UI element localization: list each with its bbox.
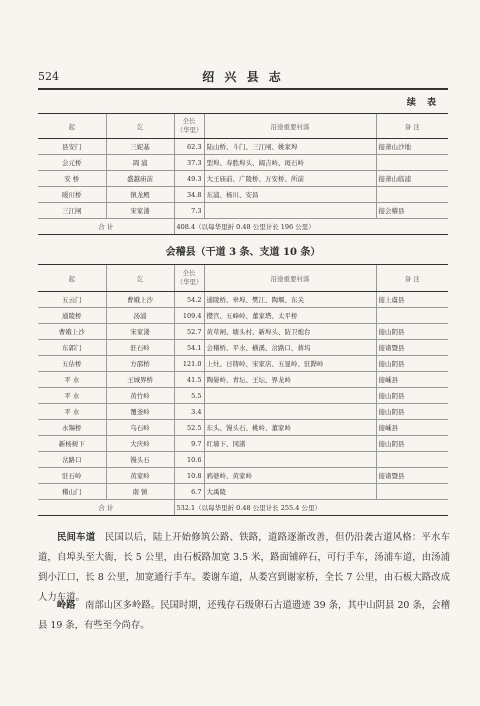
cell-villages: 攒宫、五峰岭、董家塔、太平桥 bbox=[204, 308, 376, 324]
cell-notes bbox=[376, 155, 448, 171]
cell-start: 县安门 bbox=[38, 139, 106, 155]
cell-length: 109.4 bbox=[174, 308, 204, 324]
road-table-kuaiji bbox=[38, 264, 448, 516]
cell-length: 10.8 bbox=[174, 468, 204, 484]
cell-end: 黄竹岭 bbox=[106, 388, 174, 404]
cell-start: 新杨树下 bbox=[38, 436, 106, 452]
cell-length: 54.2 bbox=[174, 292, 204, 308]
cell-end: 汤浦 bbox=[106, 308, 174, 324]
cell-length: 41.5 bbox=[174, 372, 204, 388]
table-row bbox=[38, 171, 448, 187]
cell-end: 曹娥上沙 bbox=[106, 292, 174, 308]
cell-start: 暖川桥 bbox=[38, 187, 106, 203]
cell-notes bbox=[376, 484, 448, 500]
cell-start: 五估桥 bbox=[38, 356, 106, 372]
cell-notes: 接诸暨县 bbox=[376, 468, 448, 484]
paragraph-ridge-roads bbox=[38, 596, 450, 636]
cell-villages: 大王庙前、广陵桥、万安桥、所前 bbox=[204, 171, 376, 187]
cell-end: 盛越庙前 bbox=[106, 171, 174, 187]
cell-end: 王城界桥 bbox=[106, 372, 174, 388]
col-header-villages: 沿途重要村落 bbox=[204, 114, 376, 139]
cell-notes: 接山阴县 bbox=[376, 436, 448, 452]
col-header-end: 讫 bbox=[106, 114, 174, 139]
cell-start: 会元桥 bbox=[38, 155, 106, 171]
cell-end: 大庆岭 bbox=[106, 436, 174, 452]
table-row bbox=[38, 340, 448, 356]
cell-end: 驻石岭 bbox=[106, 340, 174, 356]
cell-end: 覆釜岭 bbox=[106, 404, 174, 420]
cell-length: 54.1 bbox=[174, 340, 204, 356]
col-header-villages: 沿途重要村落 bbox=[204, 265, 376, 292]
cell-villages: 黄草闸、塘头村、新埠头、防卫炮台 bbox=[204, 324, 376, 340]
cell-end: 乌石岭 bbox=[106, 420, 174, 436]
cell-notes: 接萧山沙地 bbox=[376, 139, 448, 155]
cell-villages: 上灶、日铸岭、宋家店、五显岭、驻跸岭 bbox=[204, 356, 376, 372]
col-header-start: 起 bbox=[38, 265, 106, 292]
page-number: 524 bbox=[38, 70, 59, 83]
cell-notes: 接会稽县 bbox=[376, 203, 448, 219]
total-label: 合 计 bbox=[38, 500, 174, 516]
col-header-notes: 备 注 bbox=[376, 265, 448, 292]
cell-length: 9.7 bbox=[174, 436, 204, 452]
table-row bbox=[38, 468, 448, 484]
table-row bbox=[38, 356, 448, 372]
continued-label: 续 表 bbox=[406, 98, 440, 108]
cell-notes: 接山阴县 bbox=[376, 404, 448, 420]
cell-end: 黄家岭 bbox=[106, 468, 174, 484]
table-row bbox=[38, 292, 448, 308]
total-value: 532.1（以每华里折 0.48 公里计长 255.4 公里） bbox=[174, 500, 448, 516]
cell-villages bbox=[204, 452, 376, 468]
cell-villages: 陶晏岭、青坛、王坛、界龙岭 bbox=[204, 372, 376, 388]
cell-notes: 接山阴县 bbox=[376, 356, 448, 372]
cell-length: 10.6 bbox=[174, 452, 204, 468]
cell-villages: 鸦婆岭、黄家岭 bbox=[204, 468, 376, 484]
cell-villages: 型埠、寿胜埠头、阔吉岭、斑石岭 bbox=[204, 155, 376, 171]
table-body bbox=[38, 139, 448, 235]
table-row bbox=[38, 203, 448, 219]
table-row bbox=[38, 436, 448, 452]
cell-start: 安 桥 bbox=[38, 171, 106, 187]
header-rule bbox=[38, 88, 448, 90]
cell-length: 7.3 bbox=[174, 203, 204, 219]
cell-notes: 接嵊县 bbox=[376, 420, 448, 436]
cell-length: 3.4 bbox=[174, 404, 204, 420]
total-row bbox=[38, 500, 448, 516]
cell-start: 岔路口 bbox=[38, 452, 106, 468]
table-row bbox=[38, 324, 448, 340]
cell-notes: 接萧山临浦 bbox=[376, 171, 448, 187]
cell-length: 52.7 bbox=[174, 324, 204, 340]
cell-end: 馒头石 bbox=[106, 452, 174, 468]
cell-notes: 接上虞县 bbox=[376, 292, 448, 308]
cell-length: 5.5 bbox=[174, 388, 204, 404]
total-value: 408.4（以每华里折 0.48 公里计长 196 公里） bbox=[174, 219, 448, 235]
cell-start: 五云门 bbox=[38, 292, 106, 308]
cell-notes bbox=[376, 187, 448, 203]
cell-villages bbox=[204, 404, 376, 420]
cell-start: 东郭门 bbox=[38, 340, 106, 356]
cell-start: 永锡桥 bbox=[38, 420, 106, 436]
total-label: 合 计 bbox=[38, 219, 174, 235]
cell-length: 49.3 bbox=[174, 171, 204, 187]
cell-length: 37.3 bbox=[174, 155, 204, 171]
cell-villages: 东头、馒头石、桃岭、董家岭 bbox=[204, 420, 376, 436]
cell-length: 121.0 bbox=[174, 356, 204, 372]
cell-start: 稽山门 bbox=[38, 484, 106, 500]
table-row bbox=[38, 372, 448, 388]
cell-end: 宋家溇 bbox=[106, 203, 174, 219]
table-row bbox=[38, 484, 448, 500]
cell-end: 凋 浦 bbox=[106, 155, 174, 171]
cell-villages: 红墙下、冈渚 bbox=[204, 436, 376, 452]
section-title: 会稽县（干道 3 条、支道 10 条） bbox=[165, 247, 321, 258]
table-row bbox=[38, 139, 448, 155]
cell-notes bbox=[376, 452, 448, 468]
cell-end: 宋家溇 bbox=[106, 324, 174, 340]
cell-start: 平 水 bbox=[38, 388, 106, 404]
cell-end: 南 镇 bbox=[106, 484, 174, 500]
total-row bbox=[38, 219, 448, 235]
table-row bbox=[38, 404, 448, 420]
cell-villages bbox=[204, 203, 376, 219]
col-header-length: 全长（华里） bbox=[174, 114, 204, 139]
cell-end: 三妮基 bbox=[106, 139, 174, 155]
book-title: 绍 兴 县 志 bbox=[202, 70, 284, 84]
col-header-length: 全长（华里） bbox=[174, 265, 204, 292]
cell-notes: 接山阴县 bbox=[376, 324, 448, 340]
table-row bbox=[38, 155, 448, 171]
table-row bbox=[38, 187, 448, 203]
cell-start: 三江闸 bbox=[38, 203, 106, 219]
page-header bbox=[38, 68, 448, 86]
table-row bbox=[38, 308, 448, 324]
cell-notes: 接嵊县 bbox=[376, 372, 448, 388]
table-row bbox=[38, 452, 448, 468]
cell-start: 通陵桥 bbox=[38, 308, 106, 324]
paragraph-text: 南部山区多岭路。民国时期，还残存石级卵石古道遗迹 39 条，其中山阴县 20 条，会稽县 19 条，有些至今尚存。 bbox=[38, 600, 450, 631]
cell-end: 方邵桥 bbox=[106, 356, 174, 372]
cell-length: 52.5 bbox=[174, 420, 204, 436]
table-body bbox=[38, 292, 448, 516]
cell-notes bbox=[376, 308, 448, 324]
cell-villages bbox=[204, 388, 376, 404]
cell-start: 平 水 bbox=[38, 404, 106, 420]
paragraph-text: 民国以后，陆上开始修筑公路、铁路，道路逐渐改善，但仍沿袭古道风格：平水车道，自埠头至大衙，长 5 公里，由石板路加宽 3.5 米，路面铺碎石，可行手车，汤浦车道，由汤浦到小江口，长 8 公里，加宽通行手车。娄谢车道，从娄宫到谢家桥，全长 7 公里，由石板大路改成人力车道。 bbox=[38, 532, 450, 603]
cell-notes: 接诸暨县 bbox=[376, 340, 448, 356]
road-table-shanyin-continued bbox=[38, 113, 448, 235]
cell-villages: 东浦、杨川、安昌 bbox=[204, 187, 376, 203]
cell-villages: 大禹陵 bbox=[204, 484, 376, 500]
cell-villages: 通陵桥、皋埠、樊江、陶堰、东关 bbox=[204, 292, 376, 308]
paragraph-lead: 岭路 bbox=[56, 600, 76, 611]
cell-notes: 接山阴县 bbox=[376, 388, 448, 404]
table-row bbox=[38, 420, 448, 436]
cell-villages: 陆山桥、斗门、三江闸、姚家埠 bbox=[204, 139, 376, 155]
cell-start: 平 水 bbox=[38, 372, 106, 388]
cell-length: 62.3 bbox=[174, 139, 204, 155]
table-row bbox=[38, 388, 448, 404]
cell-villages: 会稽桥、平水、横溪、岔路口、蒋坞 bbox=[204, 340, 376, 356]
cell-length: 34.8 bbox=[174, 187, 204, 203]
col-header-end: 讫 bbox=[106, 265, 174, 292]
col-header-start: 起 bbox=[38, 114, 106, 139]
col-header-notes: 备 注 bbox=[376, 114, 448, 139]
cell-length: 6.7 bbox=[174, 484, 204, 500]
cell-end: 镇龙殿 bbox=[106, 187, 174, 203]
cell-start: 曹娥上沙 bbox=[38, 324, 106, 340]
cell-start: 驻石岭 bbox=[38, 468, 106, 484]
paragraph-lead: 民间车道 bbox=[56, 532, 96, 543]
